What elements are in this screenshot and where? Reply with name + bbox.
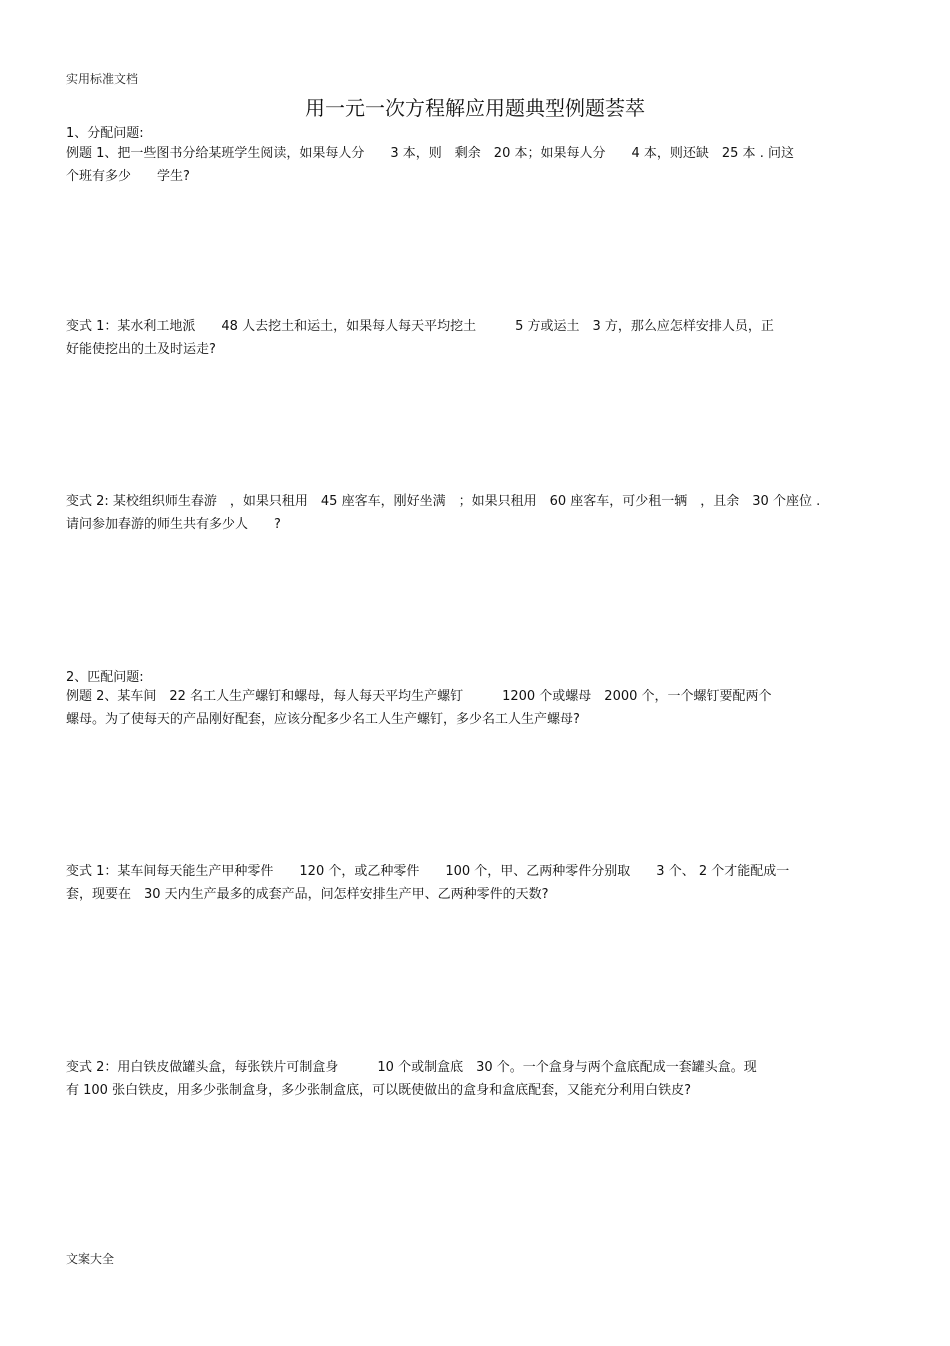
problem-line: 变式 1：某水利工地派 48 人去挖土和运土，如果每人每天平均挖土 5 方或运土 3 方，那么应怎样安排人员，正 bbox=[66, 319, 774, 334]
variant-2-2 bbox=[66, 1056, 757, 1102]
problem-line: 个班有多少 学生? bbox=[66, 169, 190, 184]
document-title: 用一元一次方程解应用题典型例题荟萃 bbox=[305, 96, 645, 120]
problem-line: 变式 1：某车间每天能生产甲种零件 120 个，或乙种零件 100 个，甲、乙两种零件分别取 3 个、 2 个才能配成一 bbox=[66, 864, 790, 879]
problem-line: 例题 2、某车间 22 名工人生产螺钉和螺母，每人每天平均生产螺钉 1200 个或螺母 2000 个，一个螺钉要配两个 bbox=[66, 689, 772, 704]
problem-line: 好能使挖出的土及时运走? bbox=[66, 342, 216, 357]
problem-line: 变式 2：用白铁皮做罐头盒，每张铁片可制盒身 10 个或制盒底 30 个。一个盒身与两个盒底配成一套罐头盒。现 bbox=[66, 1060, 757, 1075]
problem-line: 螺母。为了使每天的产品刚好配套，应该分配多少名工人生产螺钉，多少名工人生产螺母? bbox=[66, 712, 580, 727]
page-header: 实用标准文档 bbox=[66, 72, 139, 86]
problem-line: 有 100 张白铁皮，用多少张制盒身，多少张制盒底，可以既使做出的盒身和盒底配套，又能充分利用白铁皮? bbox=[66, 1083, 691, 1098]
variant-1-2 bbox=[66, 490, 820, 536]
variant-1-1 bbox=[66, 315, 774, 361]
example-1 bbox=[66, 142, 794, 188]
section-heading-matching: 2、匹配问题: bbox=[66, 670, 144, 685]
variant-2-1 bbox=[66, 860, 789, 906]
problem-line: 例题 1、把一些图书分给某班学生阅读，如果每人分 3 本，则 剩余 20 本；如果每人分 4 本，则还缺 25 本 . 问这 bbox=[66, 146, 794, 161]
problem-line: 变式 2: 某校组织师生春游 ，如果只租用 45 座客车，刚好坐满 ；如果只租用 60 座客车，可少租一辆 ，且余 30 个座位 . bbox=[66, 494, 821, 509]
problem-line: 套，现要在 30 天内生产最多的成套产品，问怎样安排生产甲、乙两种零件的天数? bbox=[66, 887, 549, 902]
problem-line: 请问参加春游的师生共有多少人 ? bbox=[66, 517, 281, 532]
section-heading-allocation: 1、分配问题: bbox=[66, 126, 144, 141]
example-2 bbox=[66, 685, 772, 731]
page-footer: 文案大全 bbox=[66, 1252, 115, 1266]
